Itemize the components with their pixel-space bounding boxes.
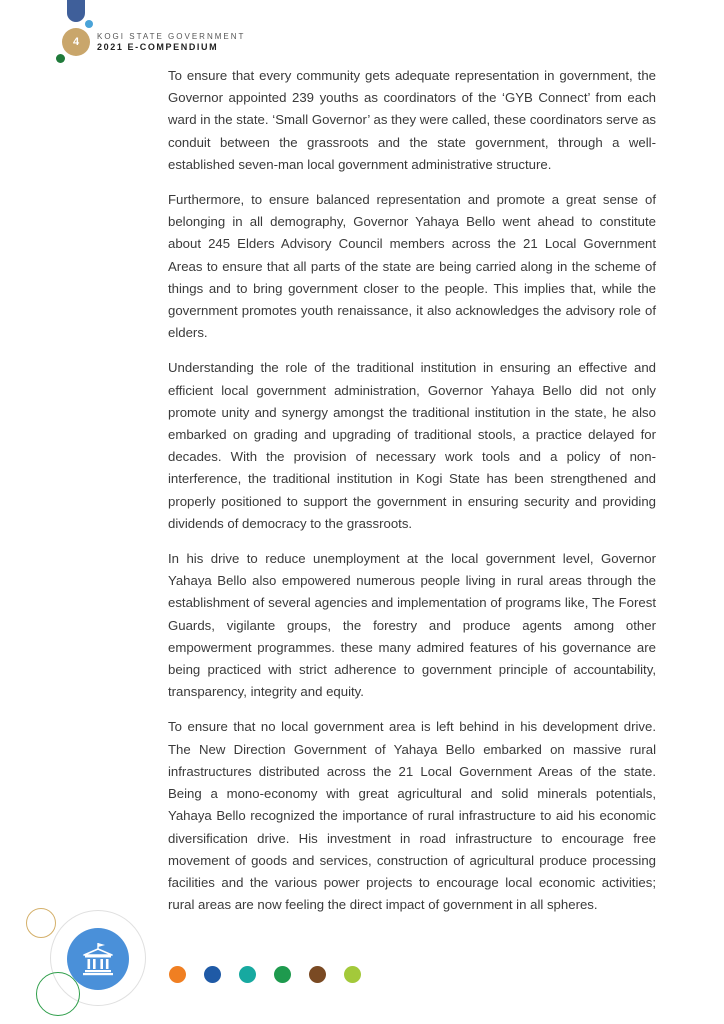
government-building-icon-badge: [67, 928, 129, 990]
header-decor-dot-blue: [85, 20, 93, 28]
paragraph-3: Understanding the role of the traditional institution in ensuring an effective and efficient local government administration, Governor Yahaya Bello did not only promote unity and synergy amongst the traditional institution in the state, he also embarked on grading and upgrading of traditional stools, a practice delayed for decades. With the provision of necessary work tools and a policy of non-interference, the traditional institution in Kogi State has been strengthened and properly positioned to support the government in ensuring security and providing dividends of democracy to the grassroots.: [168, 360, 656, 531]
color-dot: [204, 966, 221, 983]
page-number-badge: [62, 28, 90, 56]
page-number: 4: [72, 36, 80, 48]
header-title: 2021 E-COMPENDIUM: [97, 42, 219, 52]
footer-decor-ring-green: [36, 972, 80, 1016]
paragraph-5: To ensure that no local government area is left behind in his development drive. The New Direction Government of Yahaya Bello embarked on massive rural infrastructures distributed across the 21 Local Government Areas of the state. Being a mono-economy with great agricultural and solid minerals potentials, Yahaya Bello recognized the importance of rural infrastructure to aid his economic diversification drive. His investment in road infrastructure to encourage free movement of goods and services, construction of agricultural produce processing facilities and the various power projects to encourage local economic activities; rural areas are now feeling the direct impact of government in all spheres.: [168, 719, 656, 913]
header-decor-dot-green: [56, 54, 65, 63]
body-text: [168, 65, 656, 929]
color-dot: [344, 966, 361, 983]
paragraph-2: Furthermore, to ensure balanced representation and promote a great sense of belonging in all demography, Governor Yahaya Bello went ahead to constitute about 245 Elders Advisory Council members across the 21 Local Government Areas to ensure that all parts of the state are being carried along in the scheme of things and to bring government closer to the people. This implies that, while the government promotes youth renaissance, it also acknowledges the advisory role of elders.: [168, 192, 656, 341]
header-decor-bar: [67, 0, 85, 22]
paragraph-4: In his drive to reduce unemployment at the local government level, Governor Yahaya Bello also empowered numerous people living in rural areas through the establishment of several agencies and implementation of programs like, The Forest Guards, vigilante groups, the forestry and produce agents among other empowerment programmes. these many admired features of his governance are being practiced with strict adherence to government principle of accountability, transparency, integrity and equity.: [168, 551, 656, 700]
government-building-icon: [80, 941, 116, 977]
color-dot: [309, 966, 326, 983]
color-dot: [239, 966, 256, 983]
footer-decor-ring-gold: [26, 908, 56, 938]
header-publisher: KOGI STATE GOVERNMENT: [97, 32, 246, 41]
color-dot: [274, 966, 291, 983]
footer-color-dots: [169, 966, 369, 983]
color-dot: [169, 966, 186, 983]
paragraph-1: To ensure that every community gets adequate representation in government, the Governor appointed 239 youths as coordinators of the ‘GYB Connect’ from each ward in the state. ‘Small Governor’ as they were called, these coordinators serve as conduit between the grassroots and the state government, through a well-established seven-man local government administrative structure.: [168, 68, 656, 172]
running-header: [97, 33, 245, 52]
